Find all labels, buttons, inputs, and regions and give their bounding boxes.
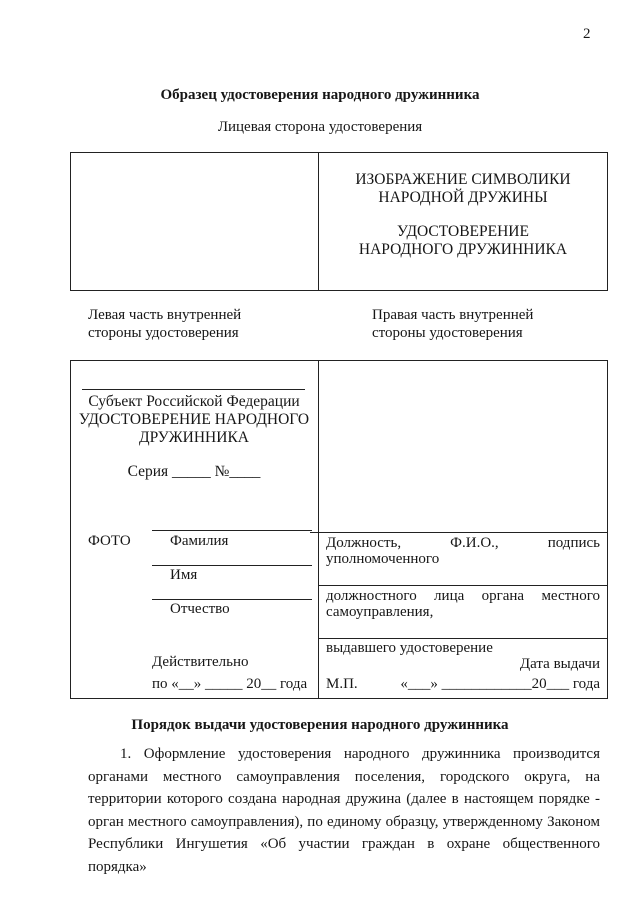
inner-left-label-line2: стороны удостоверения (88, 325, 239, 341)
name-label: Имя (170, 567, 198, 583)
position-line2: уполномоченного (326, 551, 440, 567)
front-symbol-line2: НАРОДНОЙ ДРУЖИНЫ (378, 189, 548, 206)
front-symbol-line1: ИЗОБРАЖЕНИЕ СИМВОЛИКИ (355, 171, 571, 188)
seal-date-row (326, 675, 600, 693)
issue-date-line: «___» ____________20___ года (400, 676, 600, 692)
page-number: 2 (583, 26, 591, 42)
inner-left-label-line1: Левая часть внутренней (88, 307, 242, 323)
front-certificate-line1: УДОСТОВЕРЕНИЕ (397, 223, 529, 240)
photo-placeholder: ФОТО (88, 533, 131, 549)
seal-label: М.П. (326, 676, 358, 692)
subject-label: Субъект Российской Федерации (88, 393, 300, 410)
issued-label: выдавшего удостоверение (326, 640, 493, 656)
position-line1: Должность, Ф.И.О., подпись (326, 535, 600, 551)
patronymic-label: Отчество (170, 601, 230, 617)
valid-label: Действительно (152, 654, 249, 670)
official-top-rule (318, 585, 608, 586)
subject-rule (82, 389, 305, 390)
front-certificate-line2: НАРОДНОГО ДРУЖИННИКА (358, 241, 568, 258)
valid-until-line: по «__» _____ 20__ года (152, 676, 308, 692)
inner-right-label-line2: стороны удостоверения (372, 325, 523, 341)
surname-top-rule (152, 530, 312, 531)
procedure-paragraph-1: 1. Оформление удостоверения народного дружинника производится органами местного самоуправления поселения, городского округа, на территории которого создана народная дружина (далее в настоящем порядке - орган местного самоуправления), по единому образцу, утвержденному Законом Республики Ингушетия «Об участии граждан в охране общественного порядка» (88, 746, 600, 875)
position-top-rule (310, 532, 608, 533)
inner-certificate-line2: ДРУЖИННИКА (139, 429, 249, 446)
inner-box-divider (318, 361, 319, 698)
front-side-label: Лицевая сторона удостоверения (217, 119, 423, 135)
document-title: Образец удостоверения народного дружинника (160, 87, 480, 103)
inner-right-label-line1: Правая часть внутренней (372, 307, 534, 323)
official-line1: должностного лица органа местного (326, 588, 600, 604)
section-heading: Порядок выдачи удостоверения народного дружинника (131, 717, 509, 733)
official-line2: самоуправления, (326, 604, 434, 620)
series-number-line: Серия _____ №____ (127, 463, 261, 480)
issue-date-label: Дата выдачи (519, 656, 600, 672)
surname-label: Фамилия (170, 533, 229, 549)
inner-certificate-line1: УДОСТОВЕРЕНИЕ НАРОДНОГО (78, 411, 310, 428)
